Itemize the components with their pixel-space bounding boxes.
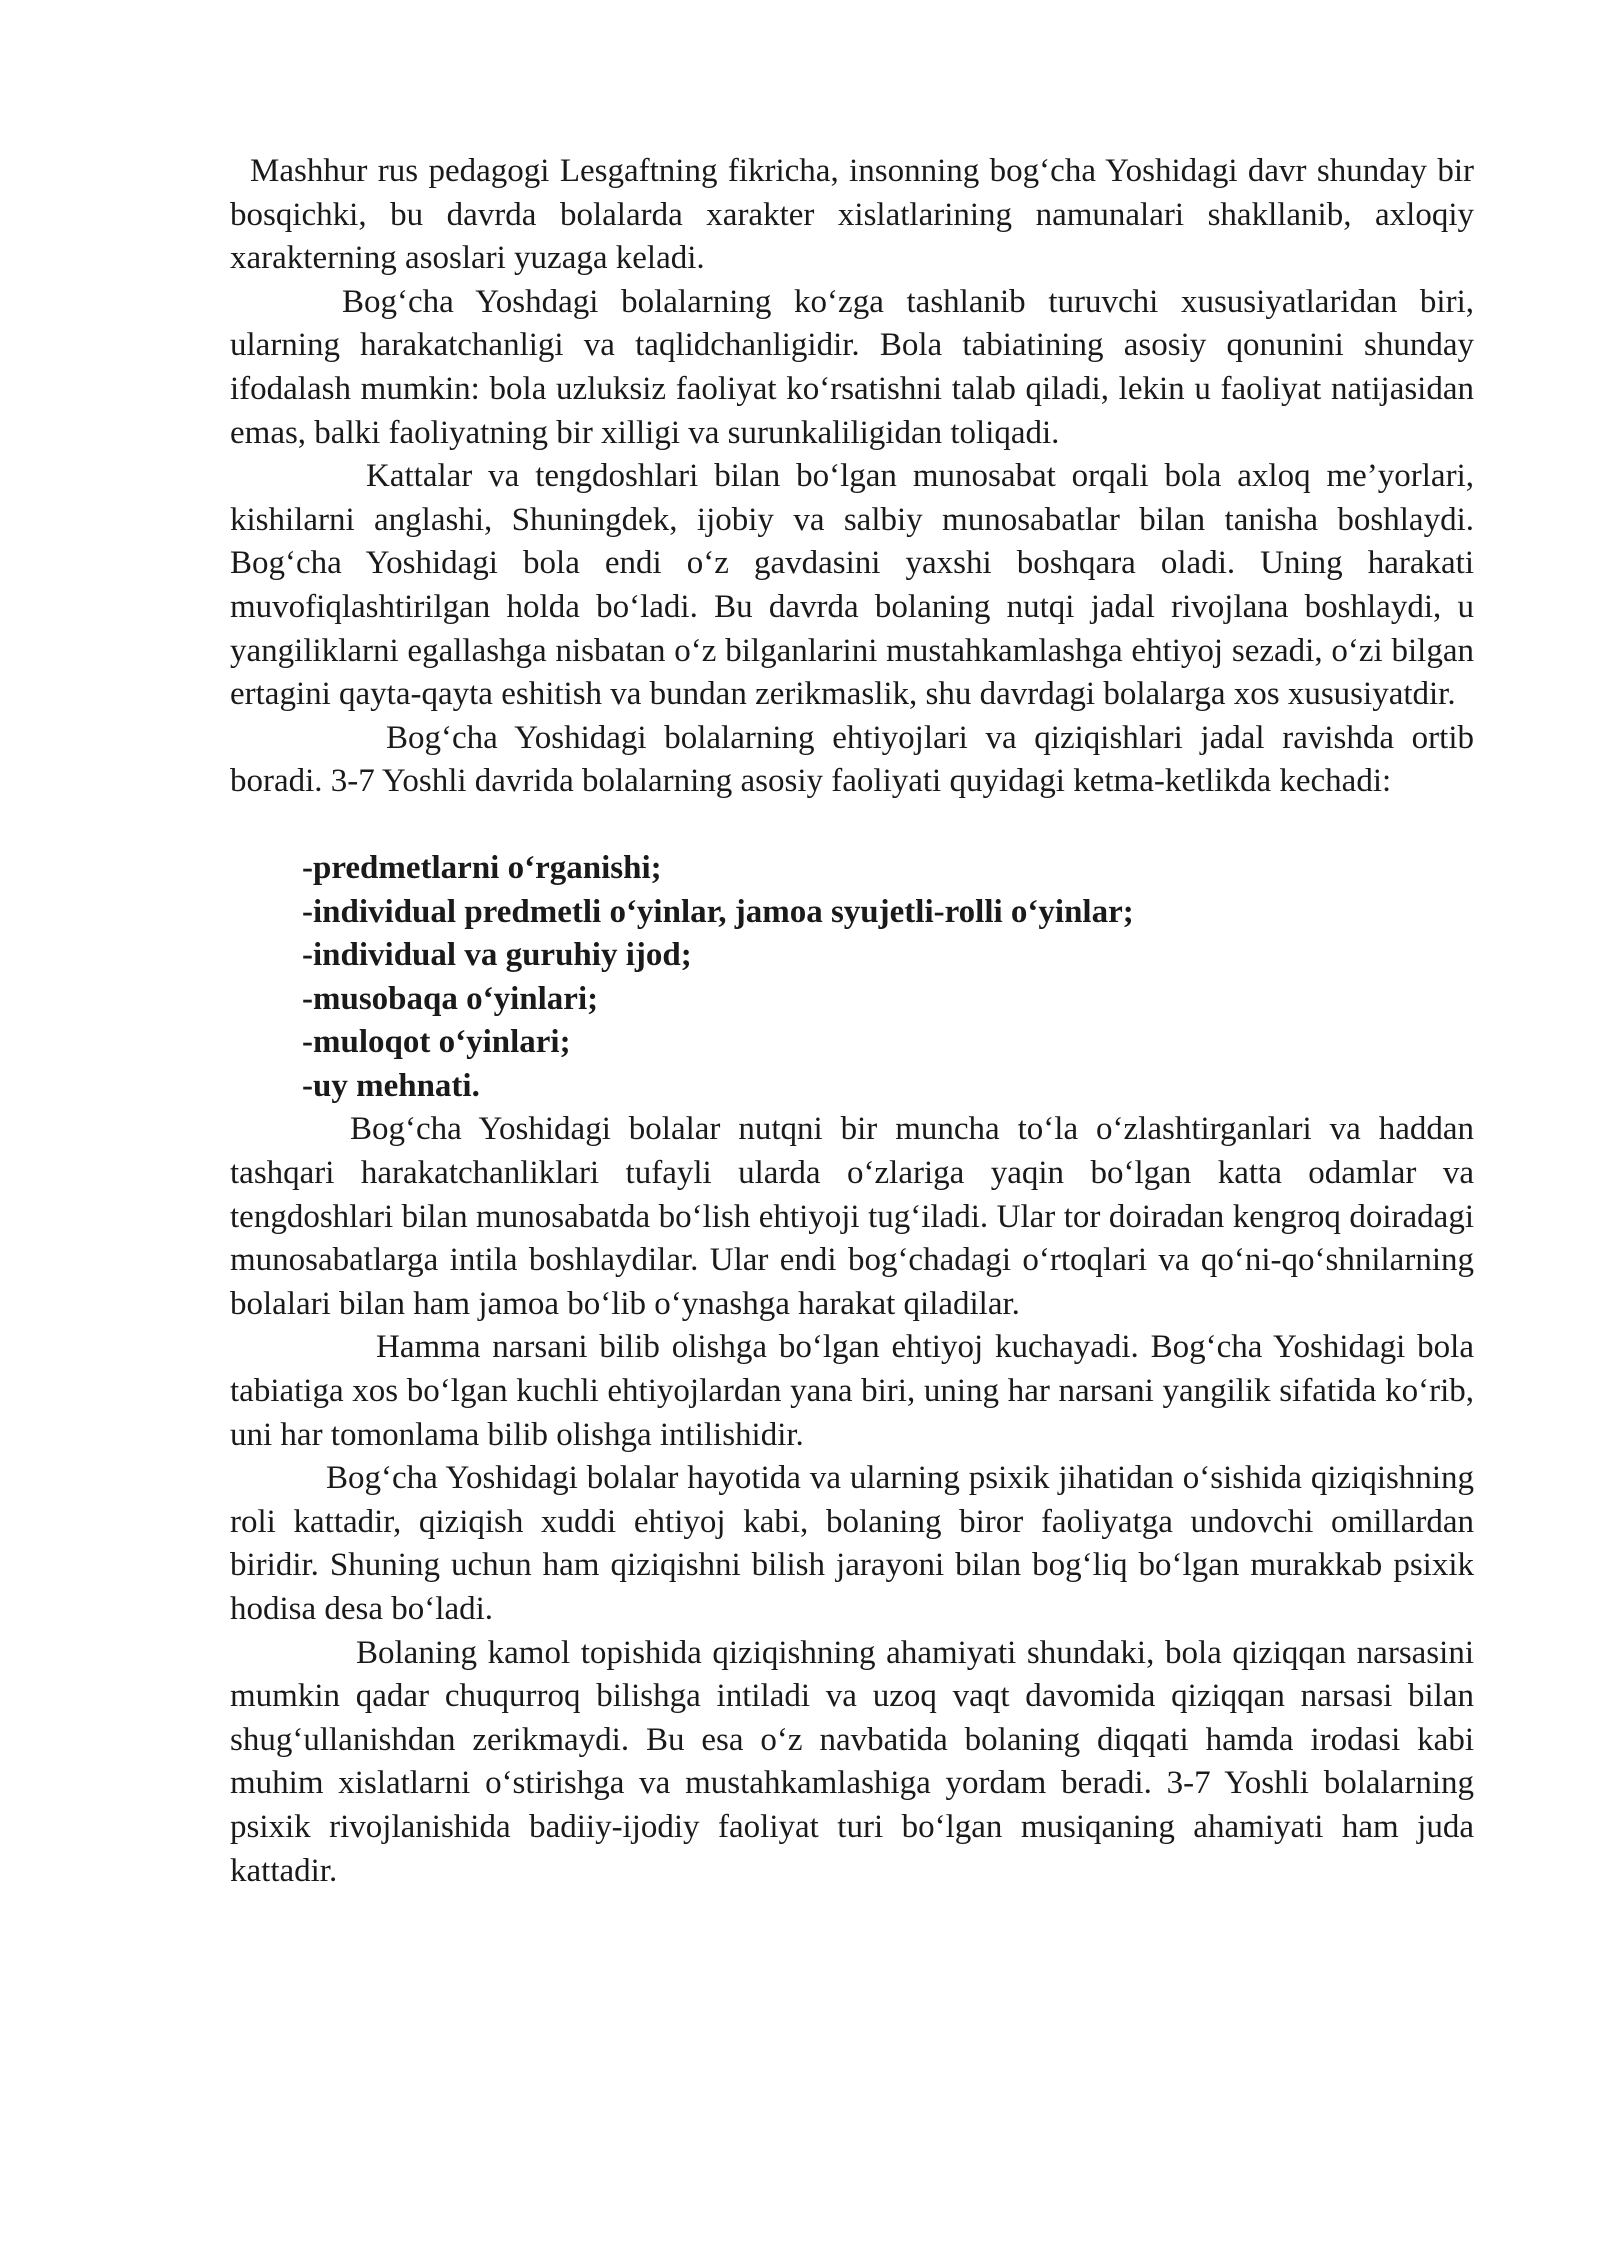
list-item: -individual va guruhiy ijod; (302, 937, 692, 974)
list-item: -individual predmetli o‘yinlar, jamoa syujetli-rolli o‘yinlar; (302, 893, 1134, 930)
paragraph-harakatchanlik: Bog‘cha Yoshdagi bolalarning ko‘zga tashlanib turuvchi xususiyatlaridan biri, ularning harakatchanligi va taqlidchanligidir. Bola tabiatining asosiy qonunini shunday ifodalash mumkin: bola uzluksiz faoliyat ko‘rsatishni talab qiladi, lekin u faoliyat natijasidan emas, balki faoliyatning bir xilligi va surunkaliligidan toliqadi. (230, 283, 1474, 451)
paragraph-lesgaft: Mashhur rus pedagogi Lesgaftning fikricha, insonning bog‘cha Yoshidagi davr shunday bir bosqichki, bu davrda bolalarda xarakter xislatlarining namunalari shakllanib, axloqiy xarakterning asoslari yuzaga keladi. (230, 153, 1474, 277)
activity-list (230, 847, 1474, 1109)
list-item: -predmetlarni o‘rganishi; (302, 849, 662, 886)
paragraph-qiziqish: Bog‘cha Yoshidagi bolalar hayotida va ularning psixik jihatidan o‘sishida qiziqishning roli kattadir, qiziqish xuddi ehtiyoj kabi, bolaning biror faoliyatga undovchi omillardan biridir. Shuning uchun ham qiziqishni bilish jarayoni bilan bog‘liq bo‘lgan murakkab psixik hodisa desa bo‘ladi. (230, 1460, 1474, 1627)
paragraph-kamol: Bolaning kamol topishida qiziqishning ahamiyati shundaki, bola qiziqqan narsasini mumkin qadar chuqurroq bilishga intiladi va uzoq vaqt davomida qiziqqan narsasi bilan shug‘ullanishdan zerikmaydi. Bu esa o‘z navbatida bolaning diqqati hamda irodasi kabi muhim xislatlarni o‘stirishga va mustahkamlashiga yordam beradi. 3-7 Yoshli bolalarning psixik rivojlanishida badiiy-ijodiy faoliyat turi bo‘lgan musiqaning ahamiyati ham juda kattadir. (230, 1634, 1474, 1889)
list-item: -uy mehnati. (302, 1067, 480, 1104)
list-item: -musobaqa o‘yinlari; (302, 980, 599, 1017)
paragraph-bilish: Hamma narsani bilib olishga bo‘lgan ehtiyoj kuchayadi. Bog‘cha Yoshidagi bola tabiatiga xos bo‘lgan kuchli ehtiyojlardan yana biri, uning har narsani yangilik sifatida ko‘rib, uni har tomonlama bilib olishga intilishidir. (230, 1329, 1474, 1453)
paragraph-munosabat: Kattalar va tengdoshlari bilan bo‘lgan munosabat orqali bola axloq me’yorlari, kishilarni anglashi, Shuningdek, ijobiy va salbiy munosabatlar bilan tanisha boshlaydi. Bog‘cha Yoshidagi bola endi o‘z gavdasini yaxshi boshqara oladi. Uning harakati muvofiqlashtirilgan holda bo‘ladi. Bu davrda bolaning nutqi jadal rivojlana boshlaydi, u yangiliklarni egallashga nisbatan o‘z bilganlarini mustahkamlashga ehtiyoj sezadi, o‘zi bilgan ertagini qayta-qayta eshitish va bundan zerikmaslik, shu davrdagi bolalarga xos xususiyatdir. (230, 458, 1474, 713)
list-item: -muloqot o‘yinlari; (302, 1024, 571, 1061)
paragraph-nutq: Bog‘cha Yoshidagi bolalar nutqni bir muncha to‘la o‘zlashtirganlari va haddan tashqari harakatchanliklari tufayli ularda o‘zlariga yaqin bo‘lgan katta odamlar va tengdoshlari bilan munosabatda bo‘lish ehtiyoji tug‘iladi. Ular tor doiradan kengroq doiradagi munosabatlarga intila boshlaydilar. Ular endi bog‘chadagi o‘rtoqlari va qo‘ni-qo‘shnilarning bolalari bilan ham jamoa bo‘lib o‘ynashga harakat qiladilar. (230, 1111, 1474, 1322)
document-body (230, 150, 1474, 1893)
paragraph-ehtiyojlar: Bog‘cha Yoshidagi bolalarning ehtiyojlari va qiziqishlari jadal ravishda ortib boradi. 3-7 Yoshli davrida bolalarning asosiy faoliyati quyidagi ketma-ketlikda kechadi: (230, 719, 1474, 800)
